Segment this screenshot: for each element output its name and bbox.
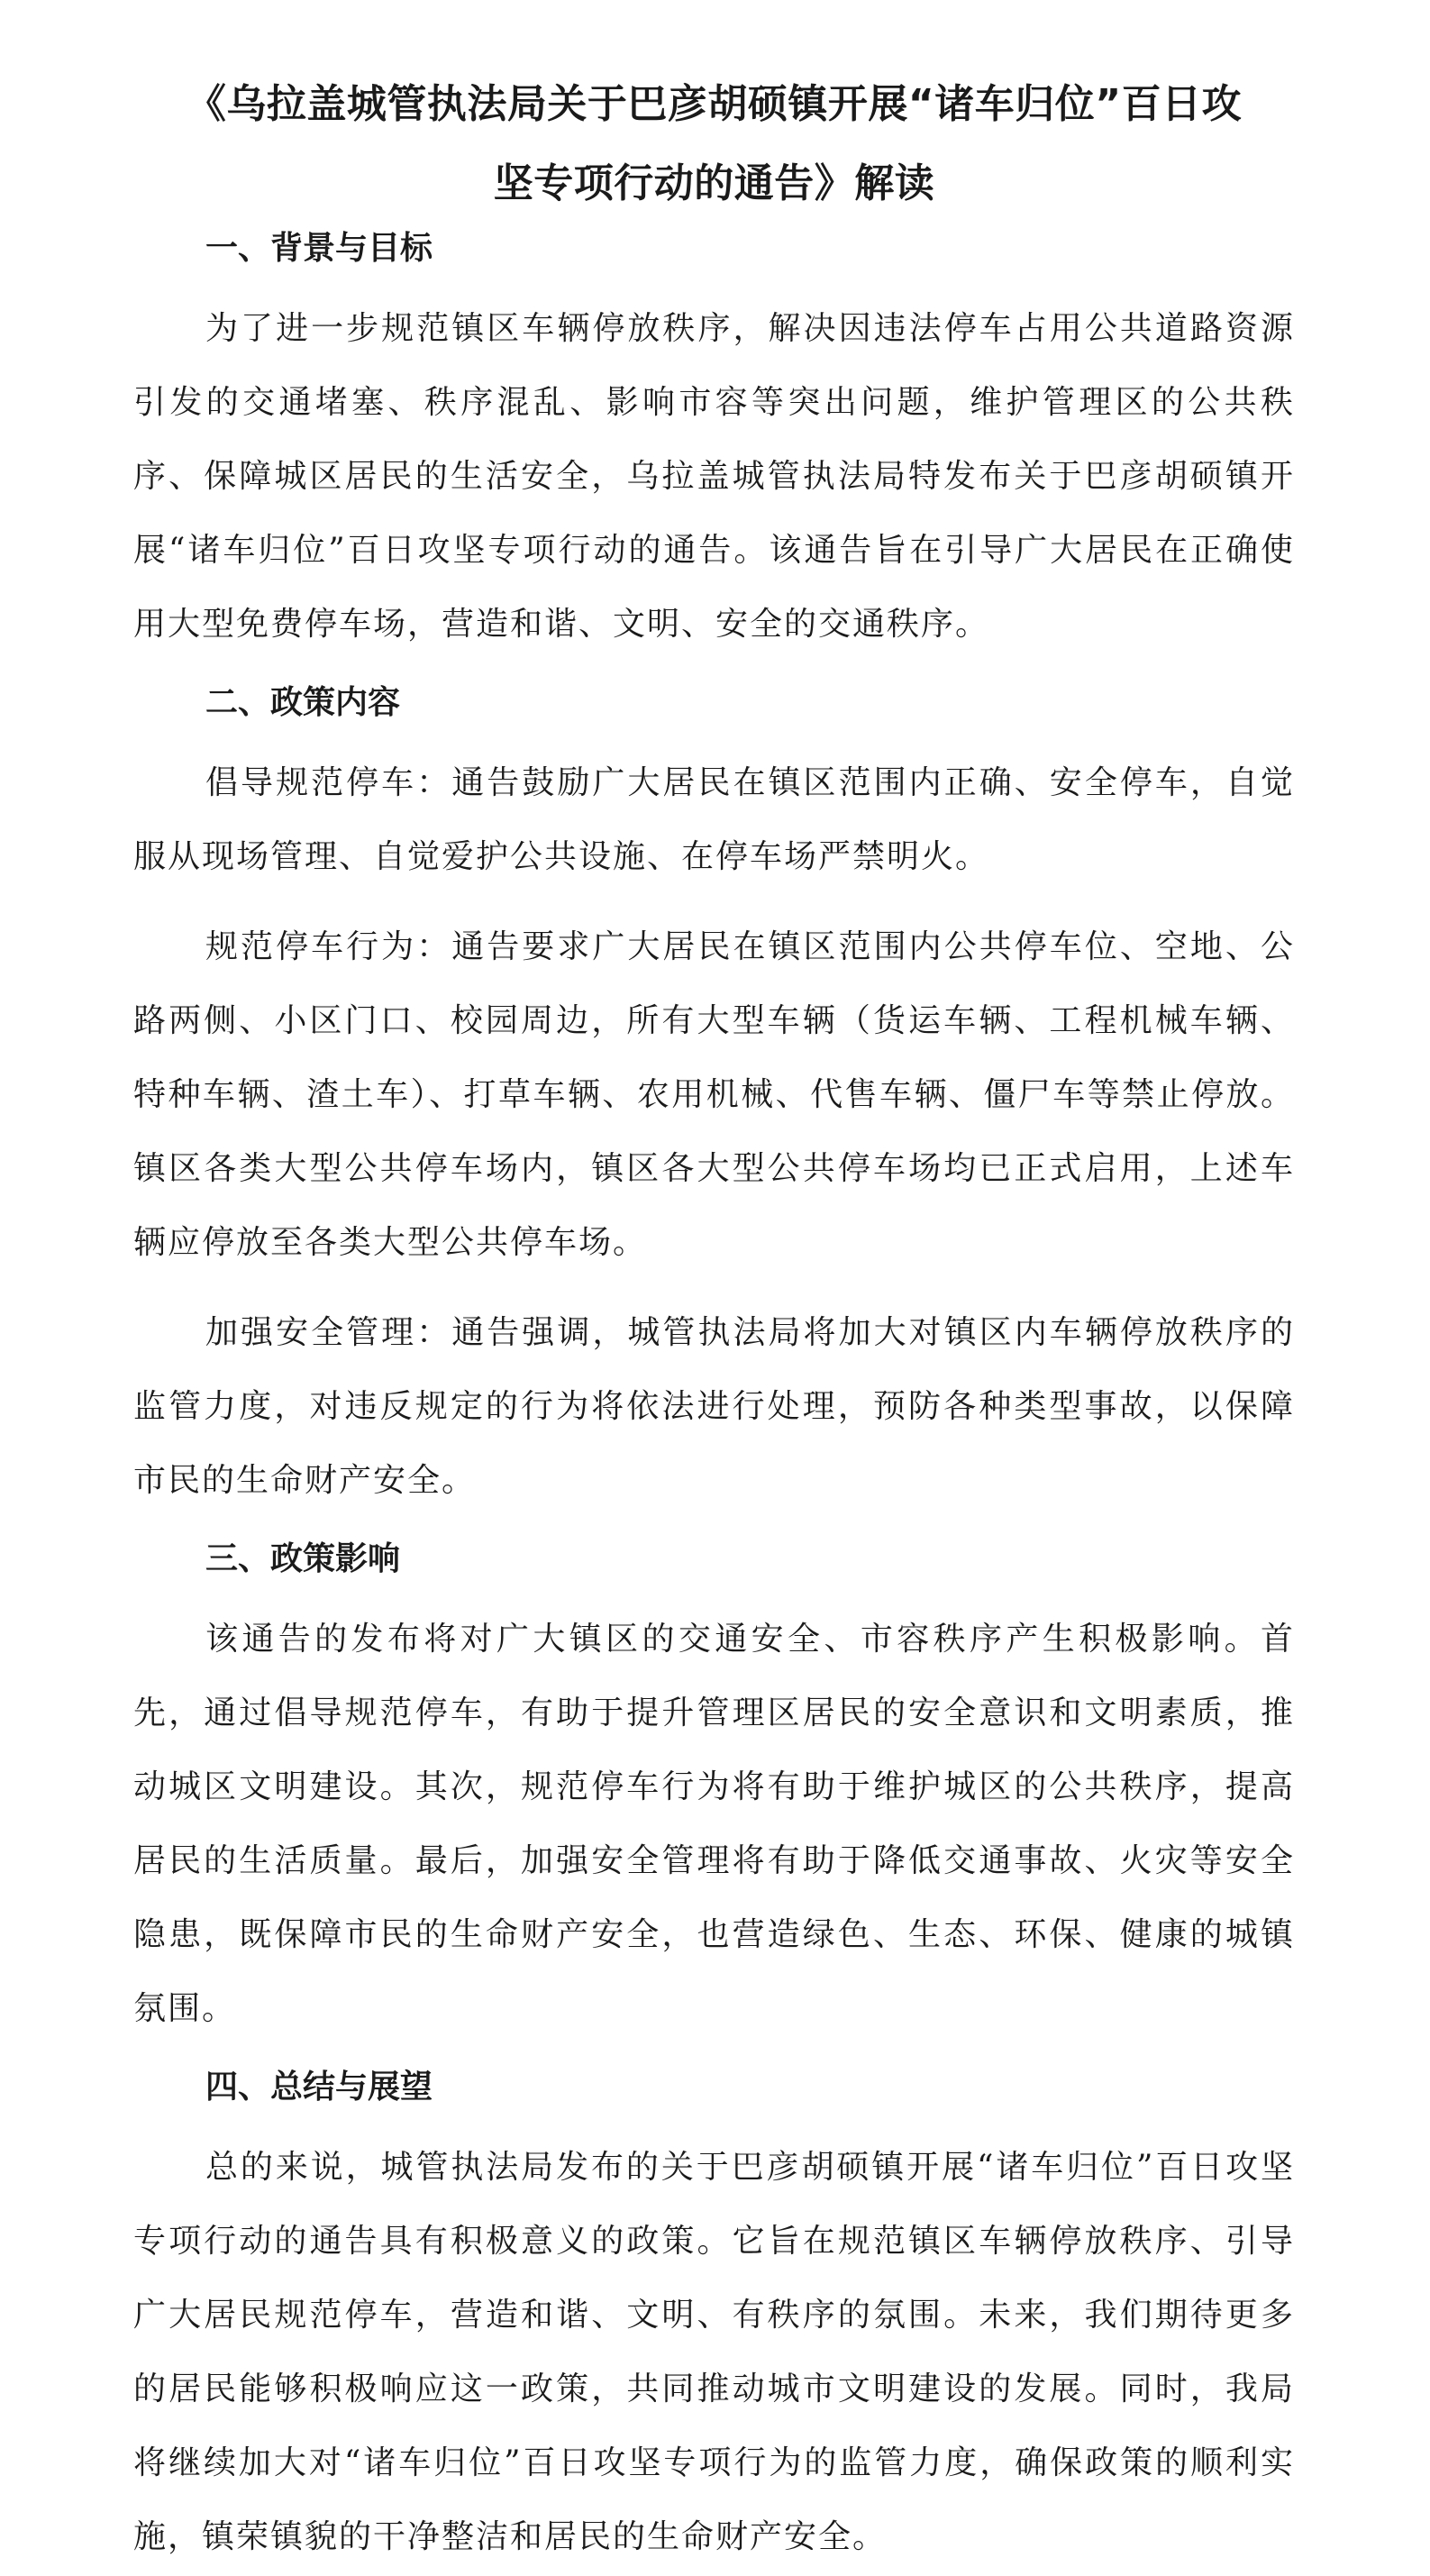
paragraph-summary: 总的来说，城管执法局发布的关于巴彦胡硕镇开展“诸车归位”百日攻坚专项行动的通告具有积极意义的政策。它旨在规范镇区车辆停放秩序、引导广大居民规范停车，营造和谐、文明、有秩序的氛围。未来，我们期待更多的居民能够积极响应这一政策，共同推动城市文明建设的发展。同时，我局将继续加大对“诸车归位”百日攻坚专项行为的监管力度，确保政策的顺利实施，镇荣镇貌的干净整洁和居民的生命财产安全。 xyxy=(133,2149,1295,2555)
section-heading-policy-impact: 三、政策影响 xyxy=(205,1540,401,1577)
section-background-goals xyxy=(133,224,1295,662)
section-heading-summary-outlook: 四、总结与展望 xyxy=(205,2069,433,2106)
paragraph-regulate-parking: 规范停车行为：通告要求广大居民在镇区范围内公共停车位、空地、公路两侧、小区门口、校园周边，所有大型车辆（货运车辆、工程机械车辆、特种车辆、渣土车）、打草车辆、农用机械、代售车辆、僵尸车等禁止停放。镇区各类大型公共停车场内，镇区各大型公共停车场均已正式启用，上述车辆应停放至各类大型公共停车场。 xyxy=(133,928,1295,1261)
document-title xyxy=(133,65,1295,224)
section-heading-policy-content: 二、政策内容 xyxy=(205,684,401,721)
section-policy-impact xyxy=(133,1534,1295,2046)
section-policy-content xyxy=(133,678,1295,1518)
document-title-line-2: 坚专项行动的通告》解读 xyxy=(493,160,935,206)
paragraph-background: 为了进一步规范镇区车辆停放秩序，解决因违法停车占用公共道路资源引发的交通堵塞、秩序混乱、影响市容等突出问题，维护管理区的公共秩序、保障城区居民的生活安全，乌拉盖城管执法局特发布关于巴彦胡硕镇开展“诸车归位”百日攻坚专项行动的通告。该通告旨在引导广大居民在正确使用大型免费停车场，营造和谐、文明、安全的交通秩序。 xyxy=(133,310,1295,643)
paragraph-impact: 该通告的发布将对广大镇区的交通安全、市容秩序产生积极影响。首先，通过倡导规范停车，有助于提升管理区居民的安全意识和文明素质，推动城区文明建设。其次，规范停车行为将有助于维护城区的公共秩序，提高居民的生活质量。最后，加强安全管理将有助于降低交通事故、火灾等安全隐患，既保障市民的生命财产安全，也营造绿色、生态、环保、健康的城镇氛围。 xyxy=(133,1621,1295,2027)
section-summary-outlook xyxy=(133,2062,1295,2574)
section-heading-background-goals: 一、背景与目标 xyxy=(205,230,433,267)
paragraph-safety-management: 加强安全管理：通告强调，城管执法局将加大对镇区内车辆停放秩序的监管力度，对违反规定的行为将依法进行处理，预防各种类型事故，以保障市民的生命财产安全。 xyxy=(133,1314,1295,1499)
paragraph-advocate-parking: 倡导规范停车：通告鼓励广大居民在镇区范围内正确、安全停车，自觉服从现场管理、自觉爱护公共设施、在停车场严禁明火。 xyxy=(133,764,1295,875)
document-title-line-1: 《乌拉盖城管执法局关于巴彦胡硕镇开展“诸车归位”百日攻 xyxy=(186,81,1243,127)
